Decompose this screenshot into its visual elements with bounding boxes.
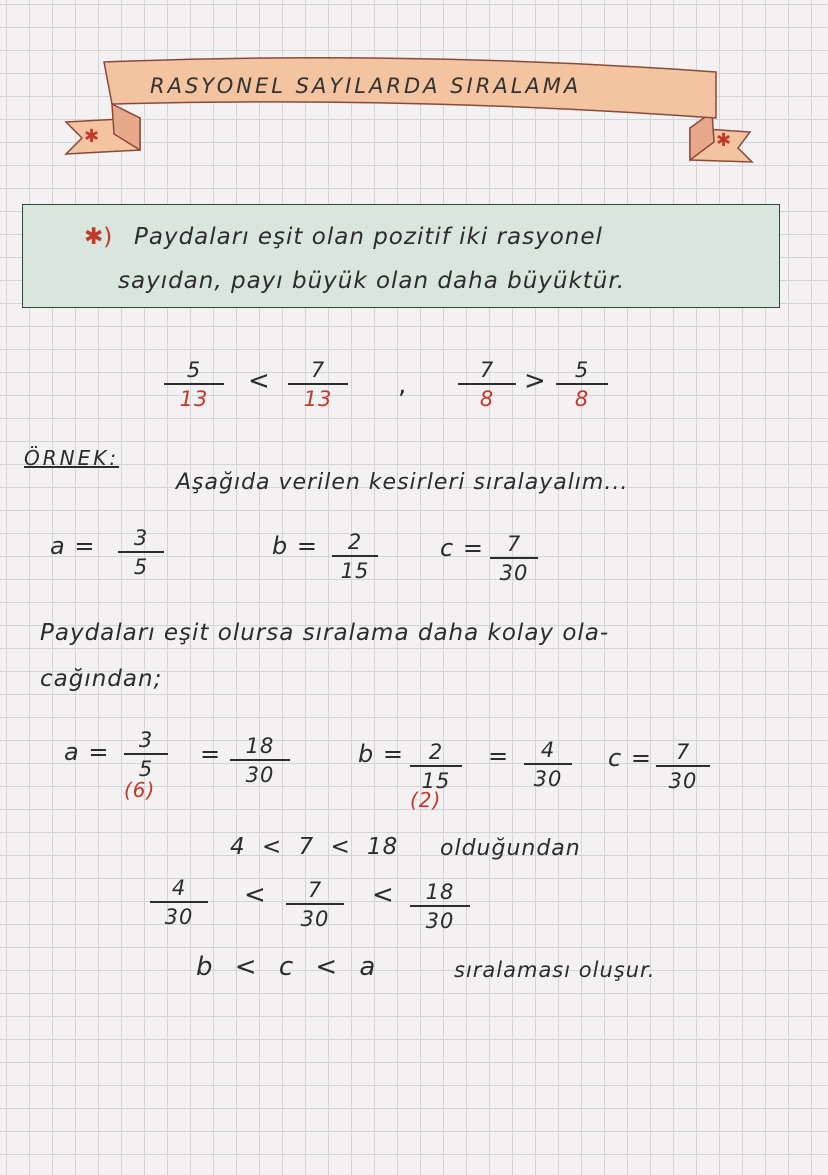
rule-line-2: sayıdan, payı büyük olan daha büyüktür. <box>118 268 626 294</box>
explanation-line-1: Paydaları eşit olursa sıralama daha kolay ola- <box>40 620 610 646</box>
example-prompt: Aşağıda verilen kesirleri sıralayalım... <box>176 470 629 495</box>
banner-title: RASYONEL SAYILARDA SIRALAMA <box>150 74 582 98</box>
fraction-7-30: 7 30 <box>490 532 538 585</box>
fraction-4-30-compare: 4 30 <box>150 876 208 929</box>
explanation-line-2: cağından; <box>40 666 163 692</box>
rule-line-1: Paydaları eşit olan pozitif iki rasyonel <box>134 224 603 250</box>
less-than: < <box>244 880 266 910</box>
fraction-18-30-compare: 18 30 <box>410 880 470 933</box>
star-icon: ✱ <box>716 130 732 151</box>
less-than: < <box>248 366 270 396</box>
title-banner <box>0 0 828 200</box>
multiplier-6: (6) <box>124 778 156 802</box>
fraction-7-30-compare: 7 30 <box>286 878 344 931</box>
rule-marker: ✱) <box>84 224 113 250</box>
equals: = <box>200 740 222 768</box>
c-label-expanded: c = <box>608 744 652 772</box>
fraction-5-13: 5 13 <box>164 358 224 411</box>
fraction-4-30: 4 30 <box>524 738 572 791</box>
fraction-5-8: 5 8 <box>556 358 608 411</box>
fraction-18-30: 18 30 <box>230 734 290 787</box>
b-label: b = <box>272 532 318 560</box>
ordering-result-text: sıralaması oluşur. <box>454 958 656 982</box>
comma: , <box>398 370 407 400</box>
a-label-expanded: a = <box>64 738 110 766</box>
equals: = <box>488 742 510 770</box>
c-label: c = <box>440 534 484 562</box>
example-label: ÖRNEK: <box>24 446 120 470</box>
fraction-3-5-expanded: 3 5 <box>124 728 168 781</box>
numerator-inequality: 4 < 7 < 18 <box>230 834 399 860</box>
a-label: a = <box>50 532 96 560</box>
fraction-3-5: 3 5 <box>118 526 164 579</box>
b-label-expanded: b = <box>358 740 404 768</box>
less-than: < <box>372 880 394 910</box>
fraction-7-8: 7 8 <box>458 358 516 411</box>
ordering-result: b < c < a <box>196 952 377 982</box>
multiplier-2: (2) <box>410 788 442 812</box>
greater-than: > <box>524 366 546 396</box>
since-word: olduğundan <box>440 836 581 861</box>
fraction-7-30-expanded: 7 30 <box>656 740 710 793</box>
fraction-7-13: 7 13 <box>288 358 348 411</box>
fraction-2-15-expanded: 2 15 <box>410 740 462 793</box>
star-icon: ✱ <box>84 126 100 147</box>
fraction-2-15: 2 15 <box>332 530 378 583</box>
